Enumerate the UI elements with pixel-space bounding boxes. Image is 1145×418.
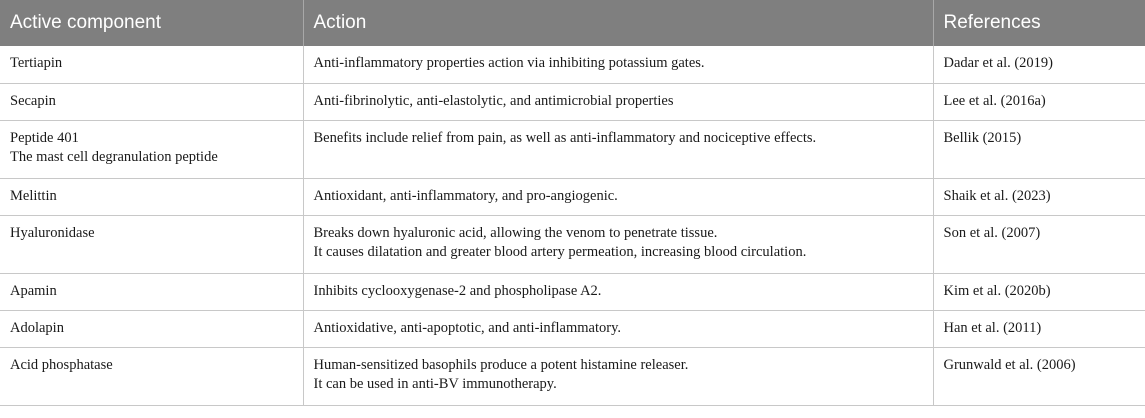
action-text: Breaks down hyaluronic acid, allowing the venom to penetrate tissue. <box>313 224 718 241</box>
table-row <box>0 178 1145 215</box>
action-text: It causes dilatation and greater blood artery permeation, increasing blood circulation. <box>313 243 807 260</box>
header-action: Action <box>303 0 933 46</box>
reference-cell: Son et al. (2007) <box>933 215 1145 273</box>
header-active-component: Active component <box>0 0 303 46</box>
action-cell <box>303 215 933 273</box>
table-row <box>0 310 1145 347</box>
component-name: Adolapin <box>10 319 64 336</box>
component-cell <box>0 83 303 120</box>
action-text: Anti-fibrinolytic, anti-elastolytic, and antimicrobial properties <box>313 92 674 109</box>
component-name: Melittin <box>10 187 57 204</box>
action-text: Benefits include relief from pain, as well as anti-inflammatory and nociceptive effects. <box>313 129 817 146</box>
table-row <box>0 215 1145 273</box>
table-row <box>0 273 1145 310</box>
component-name: Secapin <box>10 92 56 109</box>
component-cell <box>0 347 303 405</box>
component-name: Peptide 401 <box>10 129 79 146</box>
action-cell <box>303 120 933 178</box>
component-cell <box>0 46 303 83</box>
component-cell <box>0 273 303 310</box>
reference-cell: Kim et al. (2020b) <box>933 273 1145 310</box>
reference-cell: Shaik et al. (2023) <box>933 178 1145 215</box>
action-text: Anti-inflammatory properties action via inhibiting potassium gates. <box>313 55 705 71</box>
action-cell <box>303 310 933 347</box>
component-name: Hyaluronidase <box>10 224 95 241</box>
component-name: Acid phosphatase <box>10 356 113 373</box>
action-cell <box>303 178 933 215</box>
table-header <box>0 0 1145 46</box>
component-subname: The mast cell degranulation peptide <box>10 148 218 165</box>
component-cell <box>0 310 303 347</box>
action-text: Human-sensitized basophils produce a potent histamine releaser. <box>313 356 689 373</box>
table-row <box>0 347 1145 405</box>
reference-cell: Bellik (2015) <box>933 120 1145 178</box>
reference-cell: Grunwald et al. (2006) <box>933 347 1145 405</box>
header-row <box>0 0 1145 46</box>
reference-cell: Dadar et al. (2019) <box>933 46 1145 83</box>
action-text: It can be used in anti-BV immunotherapy. <box>313 375 557 392</box>
reference-cell: Han et al. (2011) <box>933 310 1145 347</box>
action-cell <box>303 46 933 83</box>
component-cell <box>0 178 303 215</box>
action-cell <box>303 83 933 120</box>
action-cell <box>303 273 933 310</box>
table-row <box>0 46 1145 83</box>
component-name: Tertiapin <box>10 55 63 71</box>
action-text: Inhibits cyclooxygenase-2 and phospholipase A2. <box>313 282 602 299</box>
table-row <box>0 83 1145 120</box>
component-name: Apamin <box>10 282 57 299</box>
component-cell <box>0 120 303 178</box>
table-row <box>0 120 1145 178</box>
component-cell <box>0 215 303 273</box>
action-cell <box>303 347 933 405</box>
header-references: References <box>933 0 1145 46</box>
action-text: Antioxidative, anti-apoptotic, and anti-inflammatory. <box>313 319 622 336</box>
table-body <box>0 46 1145 405</box>
reference-cell: Lee et al. (2016a) <box>933 83 1145 120</box>
action-text: Antioxidant, anti-inflammatory, and pro-angiogenic. <box>313 187 618 204</box>
